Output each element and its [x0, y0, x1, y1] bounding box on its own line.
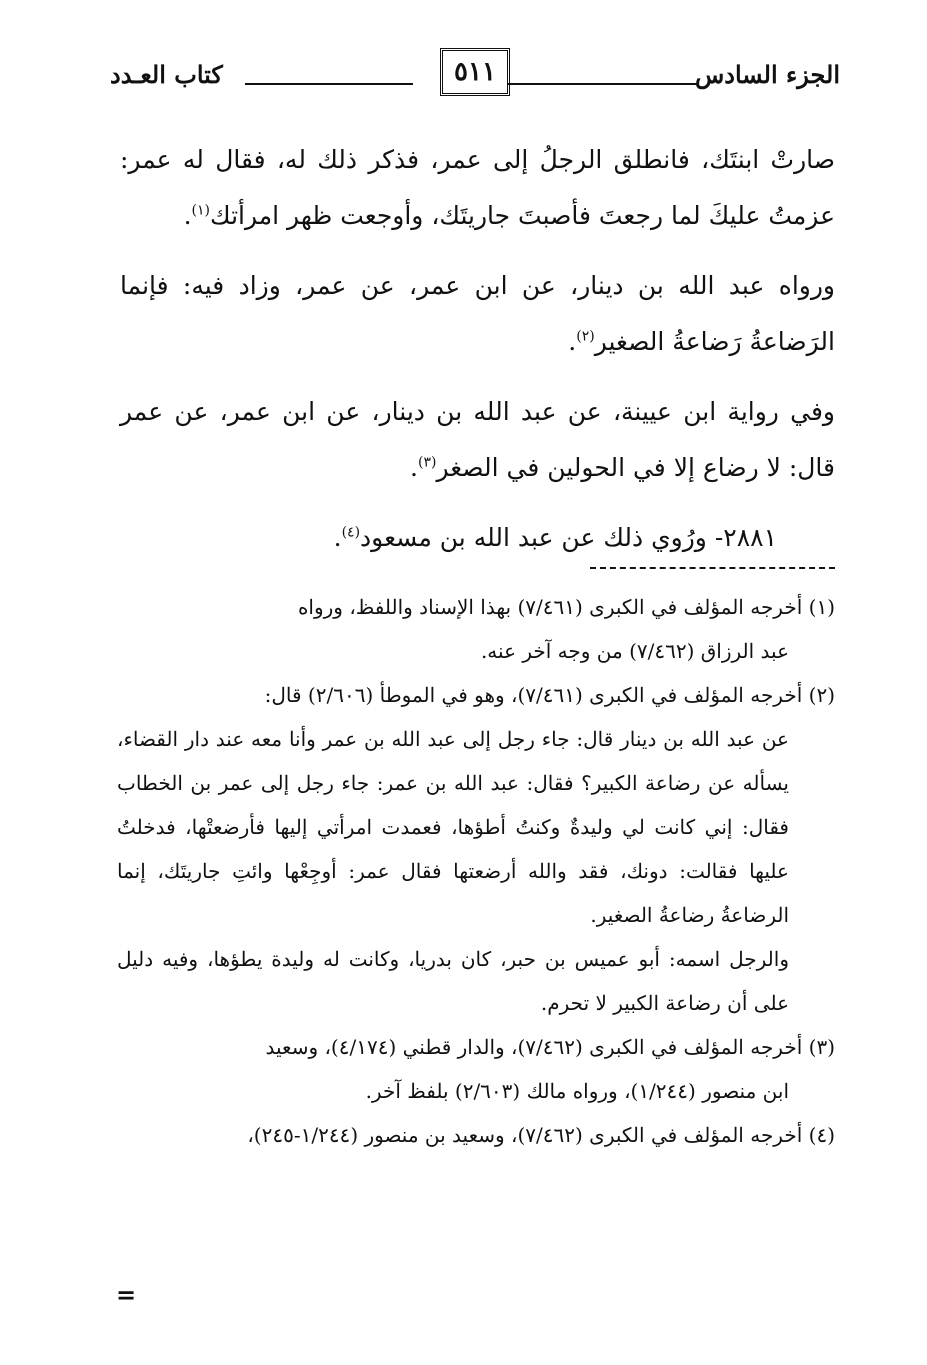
- book-title: كتاب العـدد: [110, 60, 223, 89]
- footnote-4: [117, 1113, 835, 1157]
- paragraph-text: ورواه عبد الله بن دينار، عن ابن عمر، عن عمر، وزاد فيه: فإنما الرَضاعةُ رَضاعةُ الصغير: [120, 271, 835, 356]
- paragraph-end: .: [183, 201, 192, 230]
- volume-label: الجزء السادس: [694, 60, 840, 89]
- footnote-ref: (٤): [341, 524, 361, 541]
- page-header: [110, 48, 840, 100]
- continuation-mark: =: [116, 1280, 137, 1309]
- numbered-entry: [120, 510, 835, 566]
- footnote-line: (٢) أخرجه المؤلف في الكبرى (٧/٤٦١)، وهو في الموطأ (٢/٦٠٦) قال:: [264, 683, 835, 707]
- paragraph: [120, 258, 835, 370]
- paragraph: [120, 384, 835, 496]
- header-rule-left: [245, 83, 413, 85]
- paragraph-end: .: [568, 327, 577, 356]
- paragraph: [120, 132, 835, 244]
- footnote-line: (١) أخرجه المؤلف في الكبرى (٧/٤٦١) بهذا الإسناد واللفظ، ورواه: [297, 595, 835, 619]
- paragraph-text: ٢٨٨١- ورُوي ذلك عن عبد الله بن مسعود: [360, 523, 777, 552]
- footnote-paragraph: عن عبد الله بن دينار قال: جاء رجل إلى عبد الله بن عمر وأنا معه عند دار القضاء، يسأله عن رضاعة الكبير؟ فقال: عبد الله بن عمر: جاء رجل إلى عمر بن الخطاب فقال: إني كانت لي وليدةٌ وكنتُ أطؤها، فعمدت امرأتي إليها فأرضعتْها، فدخلتُ عليها فقالت: دونك، فقد والله أرضعتها فقال عمر: أوجِعْها وائتِ جاريتَك، إنما الرضاعةُ رضاعةُ الصغير.: [117, 727, 789, 927]
- footnote-line: عبد الرزاق (٧/٤٦٢) من وجه آخر عنه.: [480, 639, 789, 663]
- footnotes: [117, 585, 835, 1157]
- footnote-line: (٣) أخرجه المؤلف في الكبرى (٧/٤٦٢)، والدار قطني (٤/١٧٤)، وسعيد: [265, 1035, 835, 1059]
- footnote-line: ابن منصور (١/٢٤٤)، ورواه مالك (٢/٦٠٣) بلفظ آخر.: [365, 1079, 789, 1103]
- footnote-ref: (٣): [417, 454, 437, 471]
- footnote-separator: [590, 567, 835, 569]
- footnote-ref: (١): [191, 202, 210, 219]
- footnote-paragraph: والرجل اسمه: أبو عميس بن حبر، كان بدريا، وكانت له وليدة يطؤها، وفيه دليل على أن رضاعة الكبير لا تحرم.: [117, 947, 789, 1015]
- footnote-1: [117, 585, 835, 673]
- paragraph-text: وفي رواية ابن عيينة، عن عبد الله بن دينار، عن ابن عمر، عن عمر قال: لا رضاع إلا في الحولين في الصغر: [120, 397, 835, 482]
- main-text: [120, 132, 835, 580]
- footnote-ref: (٢): [576, 328, 595, 345]
- page-number: ٥١١: [440, 48, 510, 96]
- paragraph-text: صارتْ ابنتَك، فانطلق الرجلُ إلى عمر، فذكر ذلك له، فقال له عمر: عزمتُ عليكَ لما رجعتَ فأصبتَ جاريتَك، وأوجعت ظهر امرأتك: [120, 145, 835, 230]
- footnote-2: [117, 673, 835, 1025]
- paragraph-end: .: [333, 523, 342, 552]
- footnote-3: [117, 1025, 835, 1113]
- footnote-line: (٤) أخرجه المؤلف في الكبرى (٧/٤٦٢)، وسعيد بن منصور (١/٢٤٤-٢٤٥)،: [247, 1123, 835, 1147]
- paragraph-end: .: [410, 453, 418, 482]
- header-rule-right: [508, 83, 698, 85]
